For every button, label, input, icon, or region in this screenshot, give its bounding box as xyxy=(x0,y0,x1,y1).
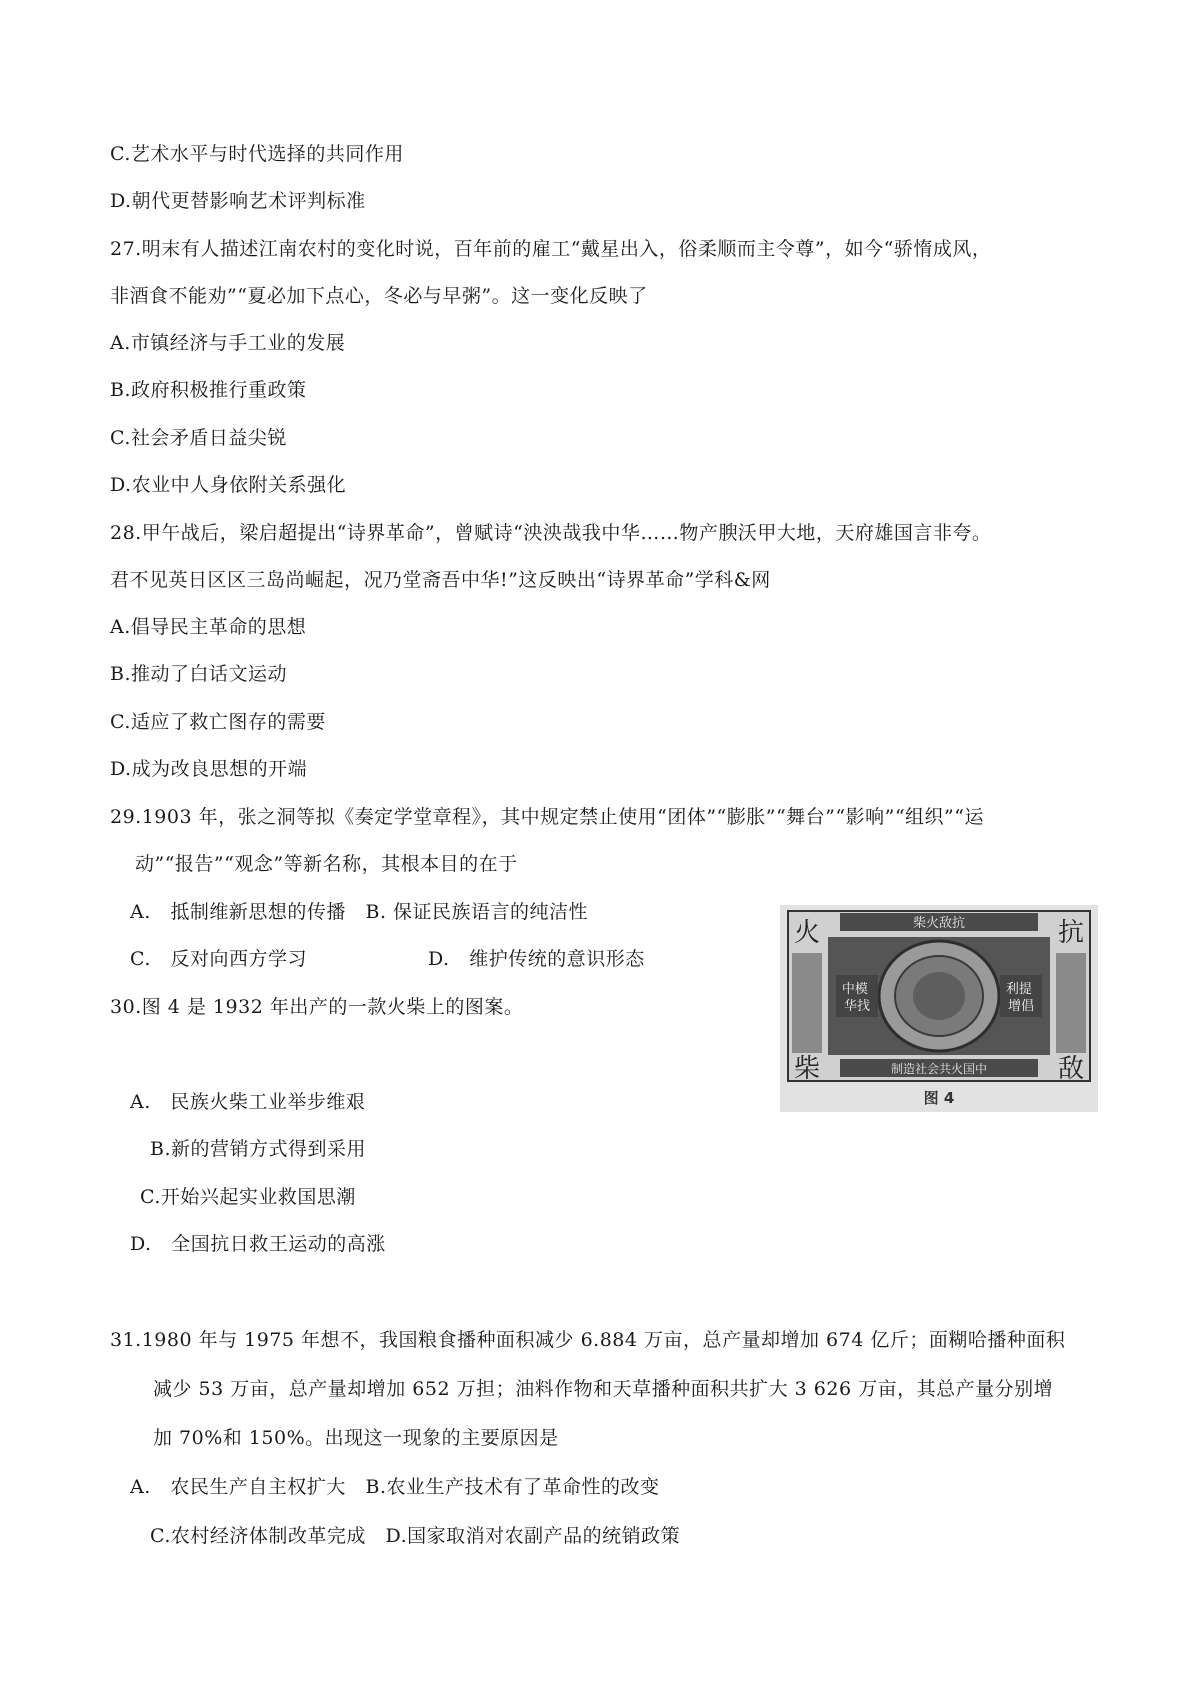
q26-option-d: D.朝代更替影响艺术评判标准 xyxy=(110,190,366,212)
figure-corner-tl: 火 xyxy=(793,918,821,948)
figure-caption: 图 4 xyxy=(923,1089,955,1107)
figure-top-banner: 柴火敌抗 xyxy=(912,916,966,931)
q30-option-b: B.新的营销方式得到采用 xyxy=(150,1138,367,1160)
q27-stem-line-1: 27.明末有人描述江南农村的变化时说，百年前的雇工“戴星出入，俗柔顺而主令尊”，如今“骄惰成风， xyxy=(110,238,992,260)
q28-option-b: B.推动了白话文运动 xyxy=(110,663,288,685)
figure-right-panel-line-1: 利提 xyxy=(1005,982,1032,997)
q30-option-a: A. 民族火柴工业举步维艰 xyxy=(130,1091,366,1113)
figure-right-panel-line-2: 增倡 xyxy=(1007,999,1035,1014)
q31-option-c-d: C.农村经济体制改革完成 D.国家取消对农副产品的统销政策 xyxy=(150,1525,681,1547)
q28-stem-line-1: 28.甲午战后，梁启超提出“诗界革命”，曾赋诗“泱泱哉我中华……物产腴沃甲大地，天府雄国言非夸。 xyxy=(110,522,992,544)
figure-left-panel-line-2: 华找 xyxy=(843,999,871,1014)
q31-option-a-b: A. 农民生产自主权扩大 B.农业生产技术有了革命性的改变 xyxy=(130,1476,660,1498)
q27-option-a: A.市镇经济与手工业的发展 xyxy=(110,332,346,354)
q29-stem-line-2: 动”“报告”“观念”等新名称，其根本目的在于 xyxy=(135,853,518,875)
q28-option-d: D.成为改良思想的开端 xyxy=(110,758,308,780)
q31-stem-line-2: 减少 53 万亩，总产量却增加 652 万担；油料作物和天草播种面积共扩大 3 626 万亩，其总产量分别增 xyxy=(153,1378,1054,1400)
q30-stem: 30.图 4 是 1932 年出产的一款火柴上的图案。 xyxy=(110,996,524,1018)
q27-option-c: C.社会矛盾日益尖锐 xyxy=(110,427,287,449)
q26-option-c: C.艺术水平与时代选择的共同作用 xyxy=(110,143,404,165)
q29-stem-line-1: 29.1903 年，张之洞等拟《奏定学堂章程》，其中规定禁止使用“团体”“膨胀”“舞台”“影响”“组织”“运 xyxy=(110,806,984,828)
q28-option-a: A.倡导民主革命的思想 xyxy=(110,616,307,638)
q29-option-c: C. 反对向西方学习 xyxy=(130,948,308,970)
q31-stem-line-3: 加 70%和 150%。出现这一现象的主要原因是 xyxy=(153,1427,559,1449)
q27-option-b: B.政府积极推行重政策 xyxy=(110,379,307,401)
q30-option-c: C.开始兴起实业救国思潮 xyxy=(140,1186,356,1208)
q31-stem-line-1: 31.1980 年与 1975 年想不，我国粮食播种面积减少 6.884 万亩，总产量却增加 674 亿斤；面糊哈播种面积 xyxy=(110,1329,1066,1351)
figure-left-panel-line-1: 中模 xyxy=(841,982,868,997)
q28-option-c: C.适应了救亡图存的需要 xyxy=(110,711,326,733)
q29-option-d: D. 维护传统的意识形态 xyxy=(428,948,645,970)
q29-option-a-b: A. 抵制维新思想的传播 B. 保证民族语言的纯洁性 xyxy=(130,901,589,923)
q28-stem-line-2: 君不见英日区区三岛尚崛起，况乃堂斋吾中华!”这反映出“诗界革命”学科&网 xyxy=(110,569,771,591)
figure-corner-br: 敌 xyxy=(1057,1054,1085,1084)
q27-option-d: D.农业中人身依附关系强化 xyxy=(110,474,347,496)
figure-4-matchbox-label xyxy=(780,905,1098,1112)
figure-corner-bl: 柴 xyxy=(793,1054,821,1084)
q30-option-d: D. 全国抗日救王运动的高涨 xyxy=(130,1233,386,1255)
figure-bottom-banner: 制造社会共火国中 xyxy=(890,1062,988,1076)
figure-corner-tr: 抗 xyxy=(1057,918,1085,948)
q27-stem-line-2: 非酒食不能劝”“夏必加下点心，冬必与早粥”。这一变化反映了 xyxy=(110,285,648,307)
